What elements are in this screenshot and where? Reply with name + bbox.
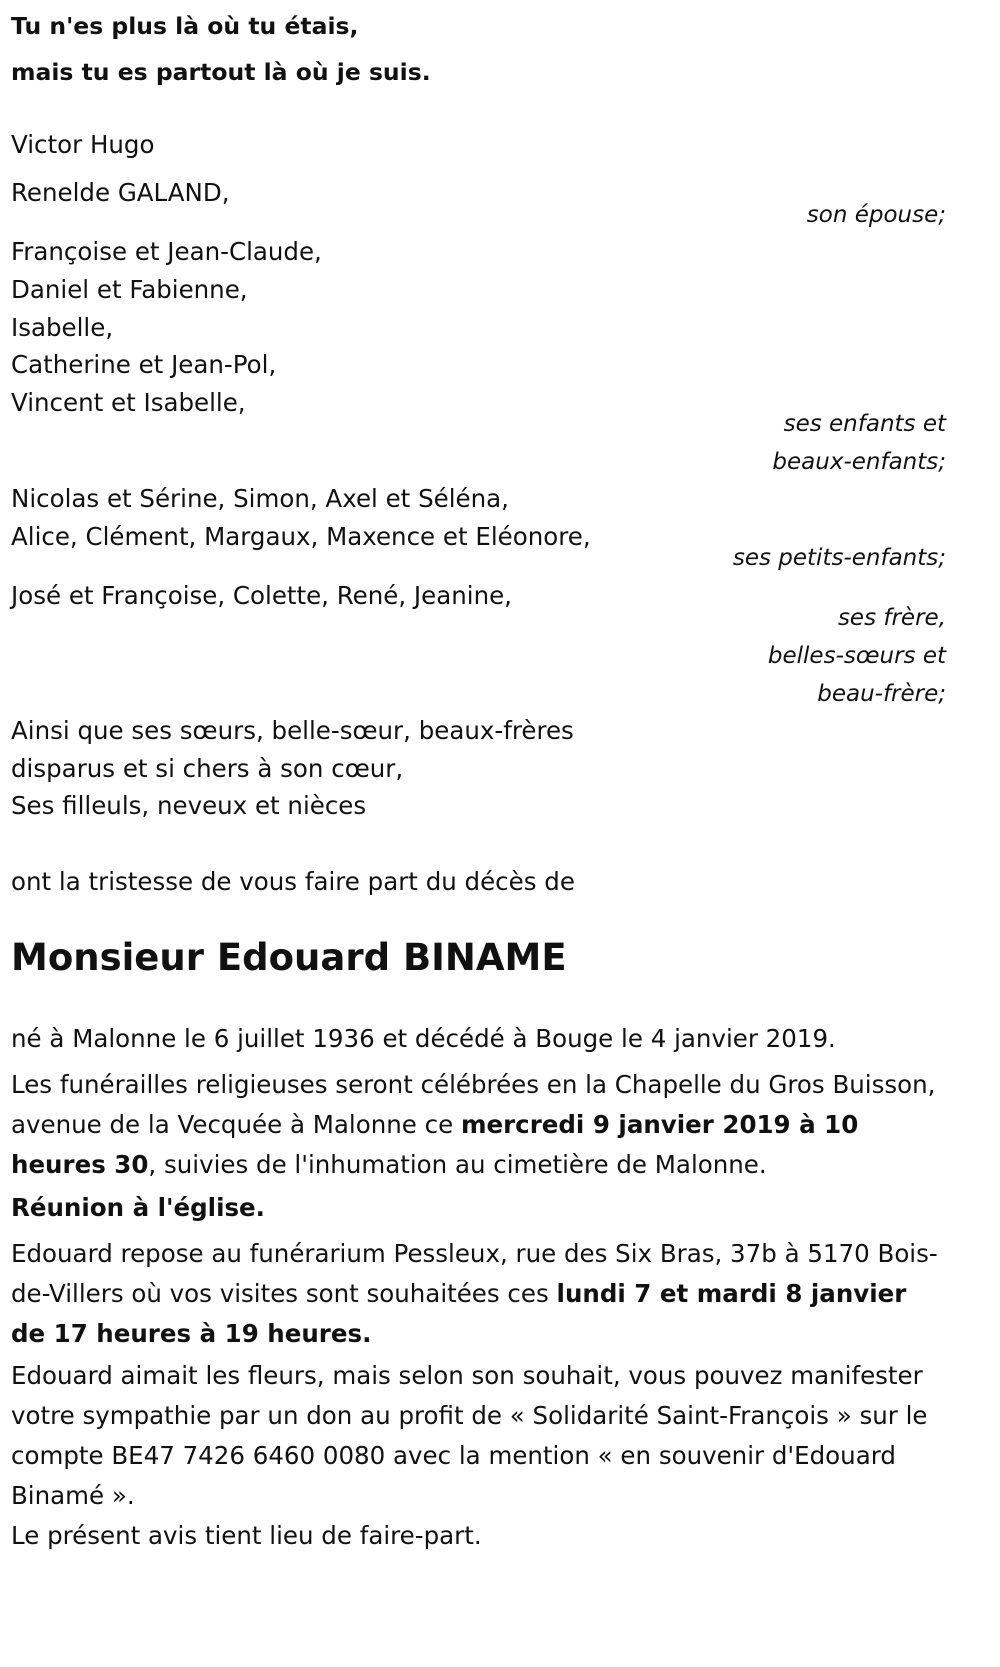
siblings-role-line-1: ses frère, — [837, 605, 946, 631]
reunion-notice — [11, 1188, 946, 1228]
grandchildren-line: Alice, Clément, Margaux, Maxence et Eléonore, — [11, 522, 591, 551]
grandchildren-role: ses petits-enfants; — [732, 545, 946, 571]
visitation-paragraph — [11, 1234, 946, 1354]
quote-line-1: Tu n'es plus là où tu étais, — [11, 12, 359, 40]
child-line: Isabelle, — [11, 313, 114, 342]
children-role-line-2: beaux-enfants; — [772, 449, 946, 475]
quote-author: Victor Hugo — [11, 130, 155, 159]
funeral-date: mercredi 9 janvier 2019 à 10 heures 30 — [11, 1110, 859, 1179]
child-line: Vincent et Isabelle, — [11, 388, 246, 417]
funeral-text-before: Les funérailles religieuses seront célébrées en la Chapelle du Gros Buisson, avenue de la Vecquée à Malonne ce — [11, 1070, 936, 1139]
deceased-name: Monsieur Edouard BINAME — [11, 936, 567, 979]
spouse-role: son épouse; — [806, 202, 946, 228]
children-role-line-1: ses enfants et — [783, 411, 946, 437]
visitation-dates: lundi 7 et mardi 8 janvier de 17 heures à 19 heures. — [11, 1279, 907, 1348]
funeral-paragraph — [11, 1065, 946, 1185]
siblings-role-line-3: beau-frère; — [817, 681, 946, 707]
reunion-text: Réunion à l'église. — [11, 1193, 265, 1222]
siblings-line: José et Françoise, Colette, René, Jeanine, — [11, 581, 512, 610]
quote-line-2: mais tu es partout là où je suis. — [11, 58, 431, 86]
spouse-name: Renelde GALAND, — [11, 178, 230, 207]
child-line: Catherine et Jean-Pol, — [11, 350, 277, 379]
donation-paragraph: Edouard aimait les fleurs, mais selon son souhait, vous pouvez manifester votre sympathie par un don au profit de « Solidarité Saint-François » sur le compte BE47 7426 6460 0080 avec la mention « en souvenir d'Edouard Binamé ». — [11, 1361, 928, 1510]
grandchildren-line: Nicolas et Sérine, Simon, Axel et Séléna, — [11, 484, 509, 513]
birth-death-text: né à Malonne le 6 juillet 1936 et décédé à Bouge le 4 janvier 2019. — [11, 1024, 836, 1053]
funeral-text-after: , suivies de l'inhumation au cimetière de Malonne. — [148, 1150, 767, 1179]
closing-text: Le présent avis tient lieu de faire-part. — [11, 1521, 482, 1550]
visitation-text: Edouard repose au funérarium Pessleux, rue des Six Bras, 37b à 5170 Bois-de-Villers où vos visites sont souhaitées ces — [11, 1239, 938, 1308]
others-line: Ses filleuls, neveux et nièces — [11, 791, 367, 820]
child-line: Françoise et Jean-Claude, — [11, 237, 322, 266]
child-line: Daniel et Fabienne, — [11, 275, 248, 304]
others-line: disparus et si chers à son cœur, — [11, 754, 404, 783]
others-line: Ainsi que ses sœurs, belle-sœur, beaux-frères — [11, 716, 574, 745]
siblings-role-line-2: belles-sœurs et — [767, 643, 946, 669]
announcement-text: ont la tristesse de vous faire part du décès de — [11, 867, 575, 896]
